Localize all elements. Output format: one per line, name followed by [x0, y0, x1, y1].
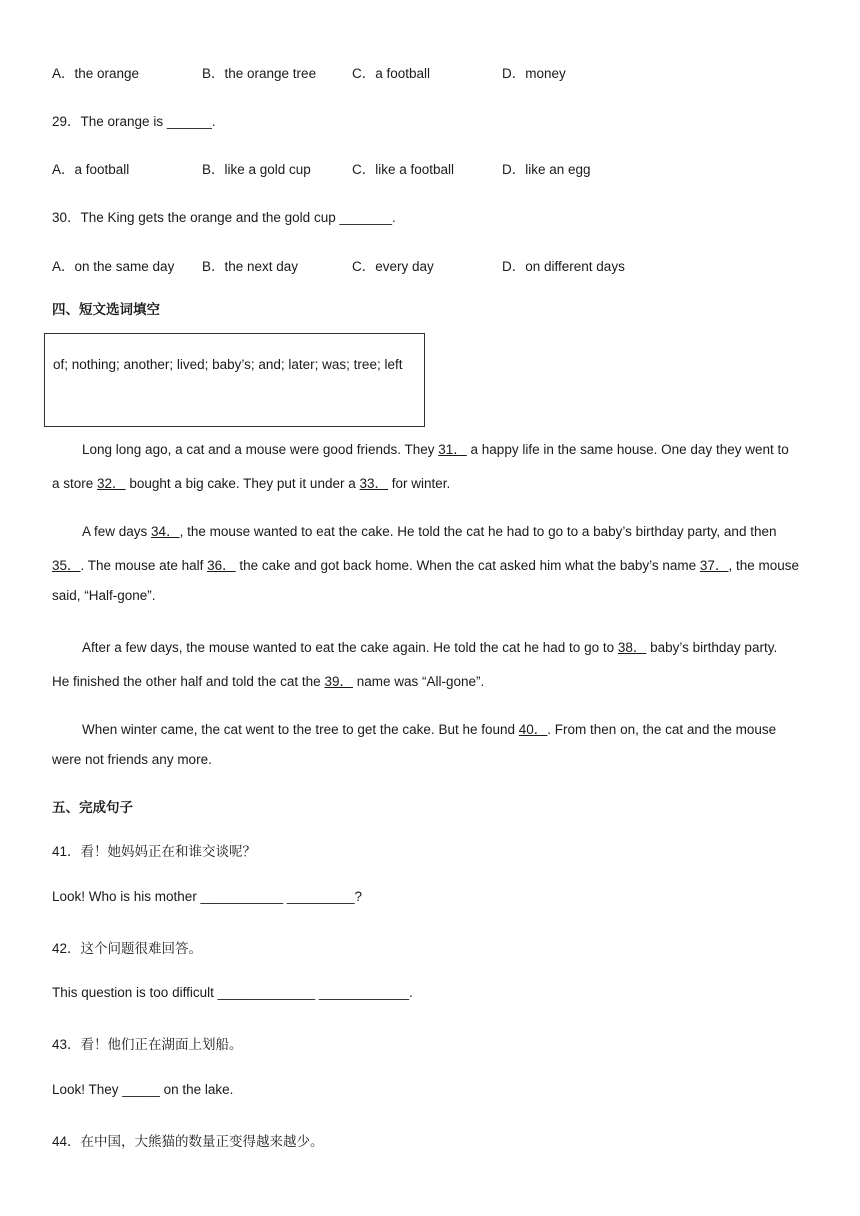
text: . From then on, the cat and the mouse [547, 722, 777, 737]
section5-title: 五、完成句子 [52, 800, 133, 815]
passage-p3-line1 [82, 636, 777, 656]
q42-english: This question is too difficult _____________ ____________. [52, 985, 413, 1000]
q29-option-b: B．like a gold cup [202, 162, 311, 177]
q30-stem: 30．The King gets the orange and the gold cup _______. [52, 210, 396, 225]
passage-p1-line1 [82, 438, 789, 458]
passage-p3-line2 [52, 670, 484, 690]
text: Long long ago, a cat and a mouse were good friends. They [82, 442, 439, 457]
q30-option-c: C．every day [352, 259, 434, 274]
q42-chinese: 42．这个问题很难回答。 [52, 941, 203, 956]
q30-option-d: D．on different days [502, 259, 625, 274]
passage-p2-line2 [52, 554, 799, 574]
text: baby’s birthday party. [646, 640, 778, 655]
text: , the mouse wanted to eat the cake. He told the cat he had to go to a baby’s birthday party, and then [179, 524, 777, 539]
passage-p2-line3: said, “Half-gone”. [52, 588, 156, 603]
text: the cake and got back home. When the cat asked him what the baby’s name [235, 558, 700, 573]
q43-english: Look! They _____ on the lake. [52, 1082, 234, 1097]
passage-p4-line2: were not friends any more. [52, 752, 212, 767]
q29-option-c: C．like a football [352, 162, 455, 177]
blank-35: 35． [52, 558, 81, 573]
q29-option-d: D．like an egg [502, 162, 591, 177]
q29-stem: 29．The orange is ______. [52, 114, 216, 129]
blank-34: 34． [151, 524, 180, 539]
text: a store [52, 476, 98, 491]
blank-32: 32． [97, 476, 126, 491]
word-bank-text: of; nothing; another; lived; baby’s; and; later; was; tree; left [53, 357, 403, 372]
text: a happy life in the same house. One day they went to [466, 442, 789, 457]
blank-31: 31． [438, 442, 467, 457]
text: He finished the other half and told the cat the [52, 674, 325, 689]
passage-p1-line2 [52, 472, 450, 492]
text: . The mouse ate half [80, 558, 208, 573]
text: After a few days, the mouse wanted to eat the cake again. He told the cat he had to go to [82, 640, 618, 655]
q28-option-c: C．a football [352, 66, 431, 81]
text: When winter came, the cat went to the tree to get the cake. But he found [82, 722, 519, 737]
q41-chinese: 41．看！她妈妈正在和谁交谈呢？ [52, 844, 257, 859]
q28-option-a: A．the orange [52, 66, 140, 81]
q28-option-b: B．the orange tree [202, 66, 317, 81]
q29-option-a: A．a football [52, 162, 130, 177]
blank-40: 40． [518, 722, 548, 737]
text: , the mouse [728, 558, 799, 573]
blank-37: 37． [699, 558, 729, 573]
text: bought a big cake. They put it under a [125, 476, 360, 491]
text: name was “All-gone”. [352, 674, 485, 689]
q41-english: Look! Who is his mother ___________ _________? [52, 889, 362, 904]
passage-p2-line1 [82, 520, 776, 540]
text: A few days [82, 524, 152, 539]
q28-option-d: D．money [502, 66, 566, 81]
q43-chinese: 43．看！他们正在湖面上划船。 [52, 1037, 243, 1052]
q30-option-a: A．on the same day [52, 259, 175, 274]
blank-38: 38． [617, 640, 647, 655]
blank-36: 36． [207, 558, 236, 573]
text: for winter. [388, 476, 451, 491]
word-bank-box [44, 333, 425, 427]
q30-option-b: B．the next day [202, 259, 299, 274]
blank-39: 39． [324, 674, 353, 689]
section4-title: 四、短文选词填空 [52, 302, 160, 317]
q44-chinese: 44．在中国，大熊猫的数量正变得越来越少。 [52, 1134, 324, 1149]
passage-p4-line1 [82, 718, 776, 738]
blank-33: 33． [359, 476, 389, 491]
